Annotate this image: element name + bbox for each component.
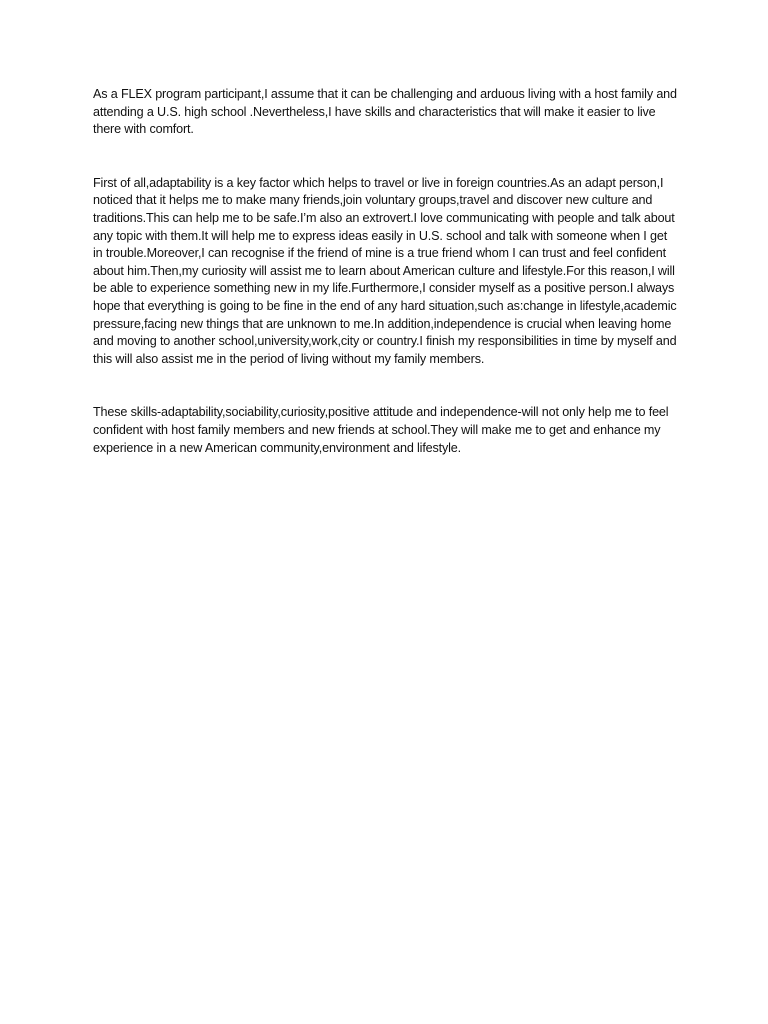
document-body — [93, 86, 678, 457]
paragraph-intro: As a FLEX program participant,I assume that it can be challenging and arduous living with a host family and attending a U.S. high school .Nevertheless,I have skills and characteristics that will make it easier to live there with comfort. — [93, 87, 677, 137]
paragraph-body: First of all,adaptability is a key factor which helps to travel or live in foreign countries.As an adapt person,I noticed that it helps me to make many friends,join voluntary groups,travel and discover new culture and traditions.This can help me to be safe.I’m also an extrovert.I love communicating with people and talk about any topic with them.It will help me to express ideas easily in U.S. school and talk with someone when I get in trouble.Moreover,I can recognise if the friend of mine is a true friend whom I can trust and feel confident about him.Then,my curiosity will assist me to learn about American culture and lifestyle.For this reason,I will be able to experience something new in my life.Furthermore,I consider myself as a positive person.I always hope that everything is going to be fine in the end of any hard situation,such as:change in lifestyle,academic pressure,facing new things that are unknown to me.In addition,independence is crucial when leaving home and moving to another school,university,work,city or country.I finish my responsibilities in time by myself and this will also assist me in the period of living without my family members. — [93, 175, 677, 366]
paragraph-conclusion: These skills-adaptability,sociability,curiosity,positive attitude and independence-will not only help me to feel confident with host family members and new friends at school.They will make me to get and enhance my experience in a new American community,environment and lifestyle. — [93, 405, 669, 455]
